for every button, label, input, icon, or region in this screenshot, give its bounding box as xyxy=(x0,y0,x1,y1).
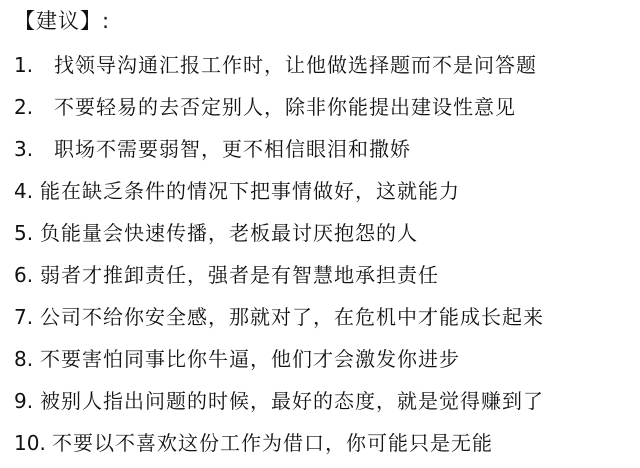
advice-number: 6. xyxy=(14,263,34,287)
advice-number: 9. xyxy=(14,389,34,413)
advice-item-2 xyxy=(14,86,630,128)
advice-text: 不要以不喜欢这份工作为借口，你可能只是无能 xyxy=(52,431,493,455)
advice-item-4 xyxy=(14,170,630,212)
advice-number: 2. xyxy=(14,95,34,119)
advice-number: 5. xyxy=(14,221,34,245)
advice-item-1 xyxy=(14,44,630,86)
advice-text: 职场不需要弱智，更不相信眼泪和撒娇 xyxy=(54,137,411,161)
advice-item-10 xyxy=(14,422,630,464)
advice-item-9 xyxy=(14,380,630,422)
advice-list xyxy=(14,44,630,464)
advice-item-6 xyxy=(14,254,630,296)
advice-item-3 xyxy=(14,128,630,170)
advice-number: 1. xyxy=(14,53,34,77)
advice-text: 公司不给你安全感，那就对了，在危机中才能成长起来 xyxy=(40,305,544,329)
advice-text: 被别人指出问题的时候，最好的态度，就是觉得赚到了 xyxy=(40,389,544,413)
advice-item-5 xyxy=(14,212,630,254)
advice-item-7 xyxy=(14,296,630,338)
advice-number: 8. xyxy=(14,347,34,371)
advice-text: 不要轻易的去否定别人，除非你能提出建设性意见 xyxy=(54,95,516,119)
advice-item-8 xyxy=(14,338,630,380)
advice-number: 4. xyxy=(14,179,34,203)
advice-text: 不要害怕同事比你牛逼，他们才会激发你进步 xyxy=(40,347,460,371)
advice-text: 找领导沟通汇报工作时，让他做选择题而不是问答题 xyxy=(54,53,537,77)
advice-heading: 【建议】: xyxy=(14,9,111,33)
advice-text: 能在缺乏条件的情况下把事情做好，这就能力 xyxy=(40,179,460,203)
advice-number: 10. xyxy=(14,431,46,455)
advice-text: 弱者才推卸责任，强者是有智慧地承担责任 xyxy=(40,263,439,287)
advice-number: 3. xyxy=(14,137,34,161)
advice-text: 负能量会快速传播，老板最讨厌抱怨的人 xyxy=(40,221,418,245)
advice-number: 7. xyxy=(14,305,34,329)
